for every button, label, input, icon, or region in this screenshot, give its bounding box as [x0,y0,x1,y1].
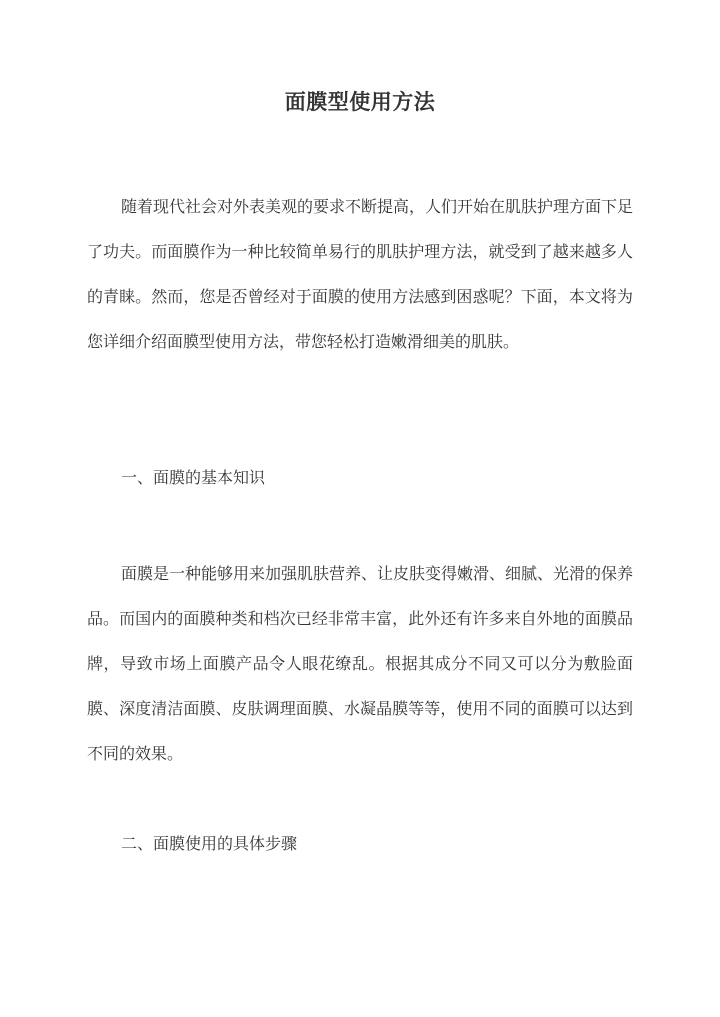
section-paragraph-basic-knowledge: 面膜是一种能够用来加强肌肤营养、让皮肤变得嫩滑、细腻、光滑的保养品。而国内的面膜种类和档次已经非常丰富，此外还有许多来自外地的面膜品牌，导致市场上面膜产品令人眼花缭乱。根据其成分不同又可以分为敷脸面膜、深度清洁面膜、皮肤调理面膜、水凝晶膜等等，使用不同的面膜可以达到不同的效果。 [87,564,634,763]
section-heading-usage-steps: 二、面膜使用的具体步骤 [121,834,298,853]
section-heading-basic-knowledge: 一、面膜的基本知识 [121,468,266,487]
document-title: 面膜型使用方法 [284,89,436,114]
intro-paragraph: 随着现代社会对外表美观的要求不断提高，人们开始在肌肤护理方面下足了功夫。而面膜作为一种比较简单易行的肌肤护理方法，就受到了越来越多人的青睐。然而，您是否曾经对于面膜的使用方法感到困惑呢？下面，本文将为您详细介绍面膜型使用方法，带您轻松打造嫩滑细美的肌肤。 [87,197,634,351]
